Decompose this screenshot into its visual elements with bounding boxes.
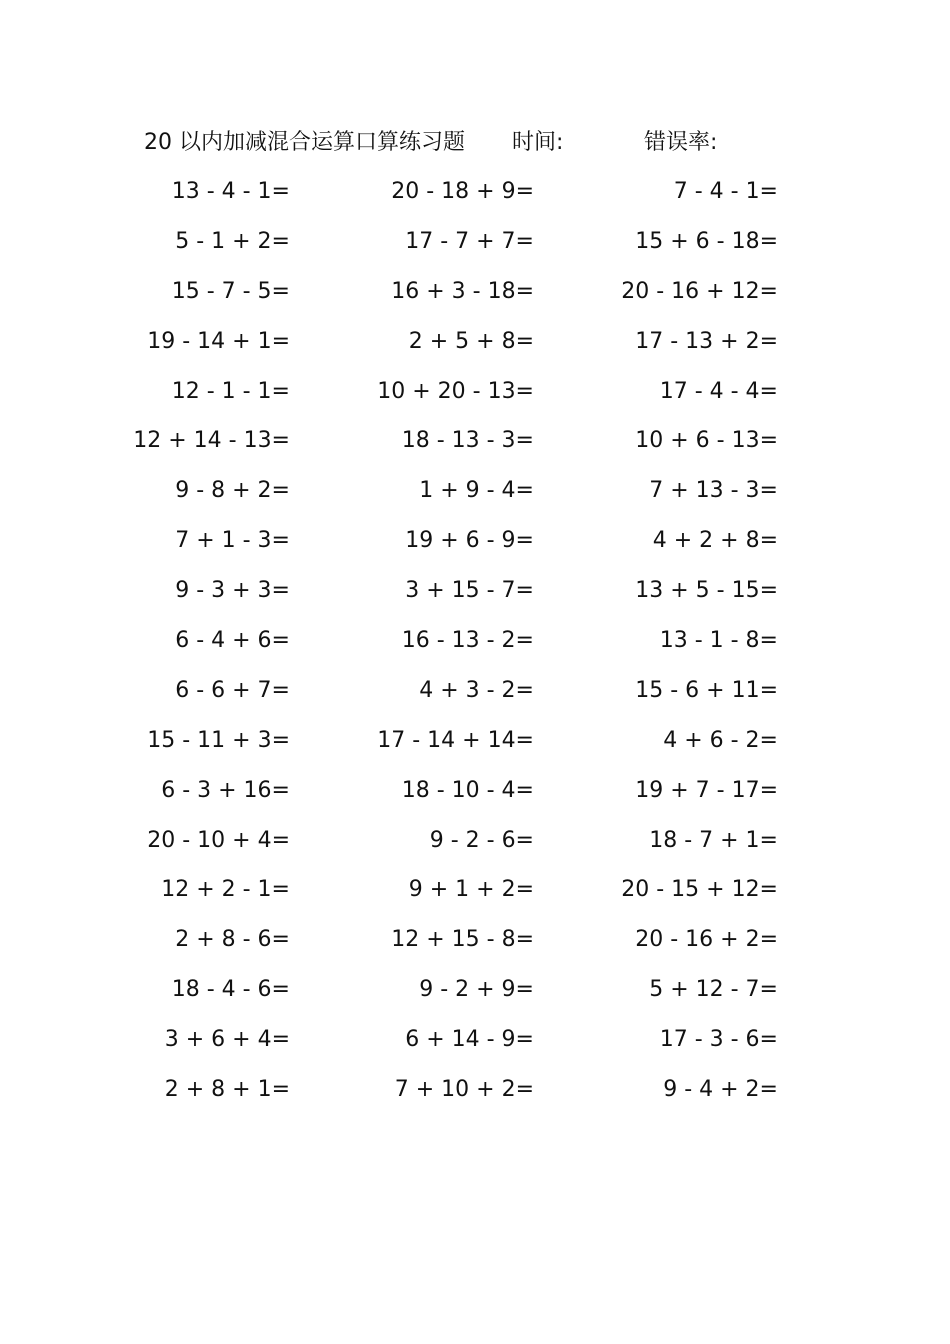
- math-problem: 19 + 7 - 17=: [635, 777, 778, 803]
- math-problem: 2 + 5 + 8=: [408, 328, 534, 354]
- problem-row: [0, 621, 950, 671]
- math-problem: 20 - 15 + 12=: [621, 877, 778, 903]
- math-problem: 13 - 1 - 8=: [659, 628, 778, 654]
- worksheet-title: 20 以内加减混合运算口算练习题: [144, 130, 465, 155]
- math-problem: 6 - 3 + 16=: [161, 777, 290, 803]
- math-problem: 12 + 2 - 1=: [161, 877, 290, 903]
- problem-row: [0, 521, 950, 571]
- problem-row: [0, 322, 950, 372]
- math-problem: 9 + 1 + 2=: [408, 877, 534, 903]
- math-problem: 9 - 3 + 3=: [175, 578, 290, 604]
- math-problem: 7 + 13 - 3=: [649, 478, 778, 504]
- math-problem: 17 - 3 - 6=: [659, 1027, 778, 1053]
- problem-row: [0, 671, 950, 721]
- math-problem: 20 - 16 + 12=: [621, 278, 778, 304]
- problem-row: [0, 821, 950, 871]
- math-problem: 9 - 4 + 2=: [663, 1077, 778, 1103]
- math-problem: 5 + 12 - 7=: [649, 977, 778, 1003]
- math-problem: 4 + 6 - 2=: [663, 727, 778, 753]
- time-label: 时间:: [512, 130, 564, 155]
- math-problem: 15 - 7 - 5=: [171, 278, 290, 304]
- problem-row: [0, 970, 950, 1020]
- math-problem: 7 + 1 - 3=: [175, 528, 290, 554]
- math-problem: 16 + 3 - 18=: [391, 278, 534, 304]
- math-problem: 19 - 14 + 1=: [147, 328, 290, 354]
- problem-row: [0, 870, 950, 920]
- math-problem: 15 + 6 - 18=: [635, 228, 778, 254]
- worksheet-header: [144, 126, 784, 160]
- math-problem: 4 + 3 - 2=: [419, 677, 534, 703]
- math-problem: 7 + 10 + 2=: [394, 1077, 534, 1103]
- math-problem: 18 - 13 - 3=: [401, 428, 534, 454]
- math-problem: 15 - 11 + 3=: [147, 727, 290, 753]
- math-problem: 12 + 14 - 13=: [133, 428, 290, 454]
- problem-row: [0, 771, 950, 821]
- math-problem: 12 - 1 - 1=: [171, 378, 290, 404]
- math-problem: 3 + 6 + 4=: [164, 1027, 290, 1053]
- math-problem: 18 - 4 - 6=: [171, 977, 290, 1003]
- math-problem: 15 - 6 + 11=: [635, 677, 778, 703]
- problem-row: [0, 372, 950, 422]
- math-problem: 12 + 15 - 8=: [391, 927, 534, 953]
- math-problem: 10 + 20 - 13=: [377, 378, 534, 404]
- problem-row: [0, 421, 950, 471]
- math-problem: 20 - 16 + 2=: [635, 927, 778, 953]
- math-problem: 18 - 10 - 4=: [401, 777, 534, 803]
- math-problem: 9 - 2 - 6=: [429, 827, 534, 853]
- math-problem: 6 + 14 - 9=: [405, 1027, 534, 1053]
- math-problem: 13 - 4 - 1=: [171, 179, 290, 204]
- math-problem: 3 + 15 - 7=: [405, 578, 534, 604]
- problem-grid: [0, 172, 950, 1120]
- problem-row: [0, 471, 950, 521]
- math-problem: 4 + 2 + 8=: [652, 528, 778, 554]
- math-problem: 17 - 7 + 7=: [405, 228, 534, 254]
- math-problem: 20 - 10 + 4=: [147, 827, 290, 853]
- math-problem: 16 - 13 - 2=: [401, 628, 534, 654]
- math-problem: 9 - 8 + 2=: [175, 478, 290, 504]
- error-rate-label: 错误率:: [644, 130, 718, 155]
- math-problem: 1 + 9 - 4=: [419, 478, 534, 504]
- problem-row: [0, 721, 950, 771]
- problem-row: [0, 272, 950, 322]
- math-problem: 5 - 1 + 2=: [175, 228, 290, 254]
- math-problem: 2 + 8 - 6=: [175, 927, 290, 953]
- problem-row: [0, 1020, 950, 1070]
- math-problem: 2 + 8 + 1=: [164, 1077, 290, 1103]
- problem-row: [0, 222, 950, 272]
- math-problem: 17 - 14 + 14=: [377, 727, 534, 753]
- problem-row: [0, 172, 950, 222]
- math-problem: 19 + 6 - 9=: [405, 528, 534, 554]
- math-problem: 7 - 4 - 1=: [673, 179, 778, 204]
- problem-row: [0, 571, 950, 621]
- math-problem: 17 - 4 - 4=: [659, 378, 778, 404]
- math-problem: 18 - 7 + 1=: [649, 827, 778, 853]
- math-problem: 17 - 13 + 2=: [635, 328, 778, 354]
- math-problem: 6 - 4 + 6=: [175, 628, 290, 654]
- math-problem: 6 - 6 + 7=: [175, 677, 290, 703]
- math-problem: 9 - 2 + 9=: [419, 977, 534, 1003]
- problem-row: [0, 920, 950, 970]
- math-problem: 13 + 5 - 15=: [635, 578, 778, 604]
- problem-row: [0, 1070, 950, 1120]
- math-problem: 20 - 18 + 9=: [391, 179, 534, 204]
- math-problem: 10 + 6 - 13=: [635, 428, 778, 454]
